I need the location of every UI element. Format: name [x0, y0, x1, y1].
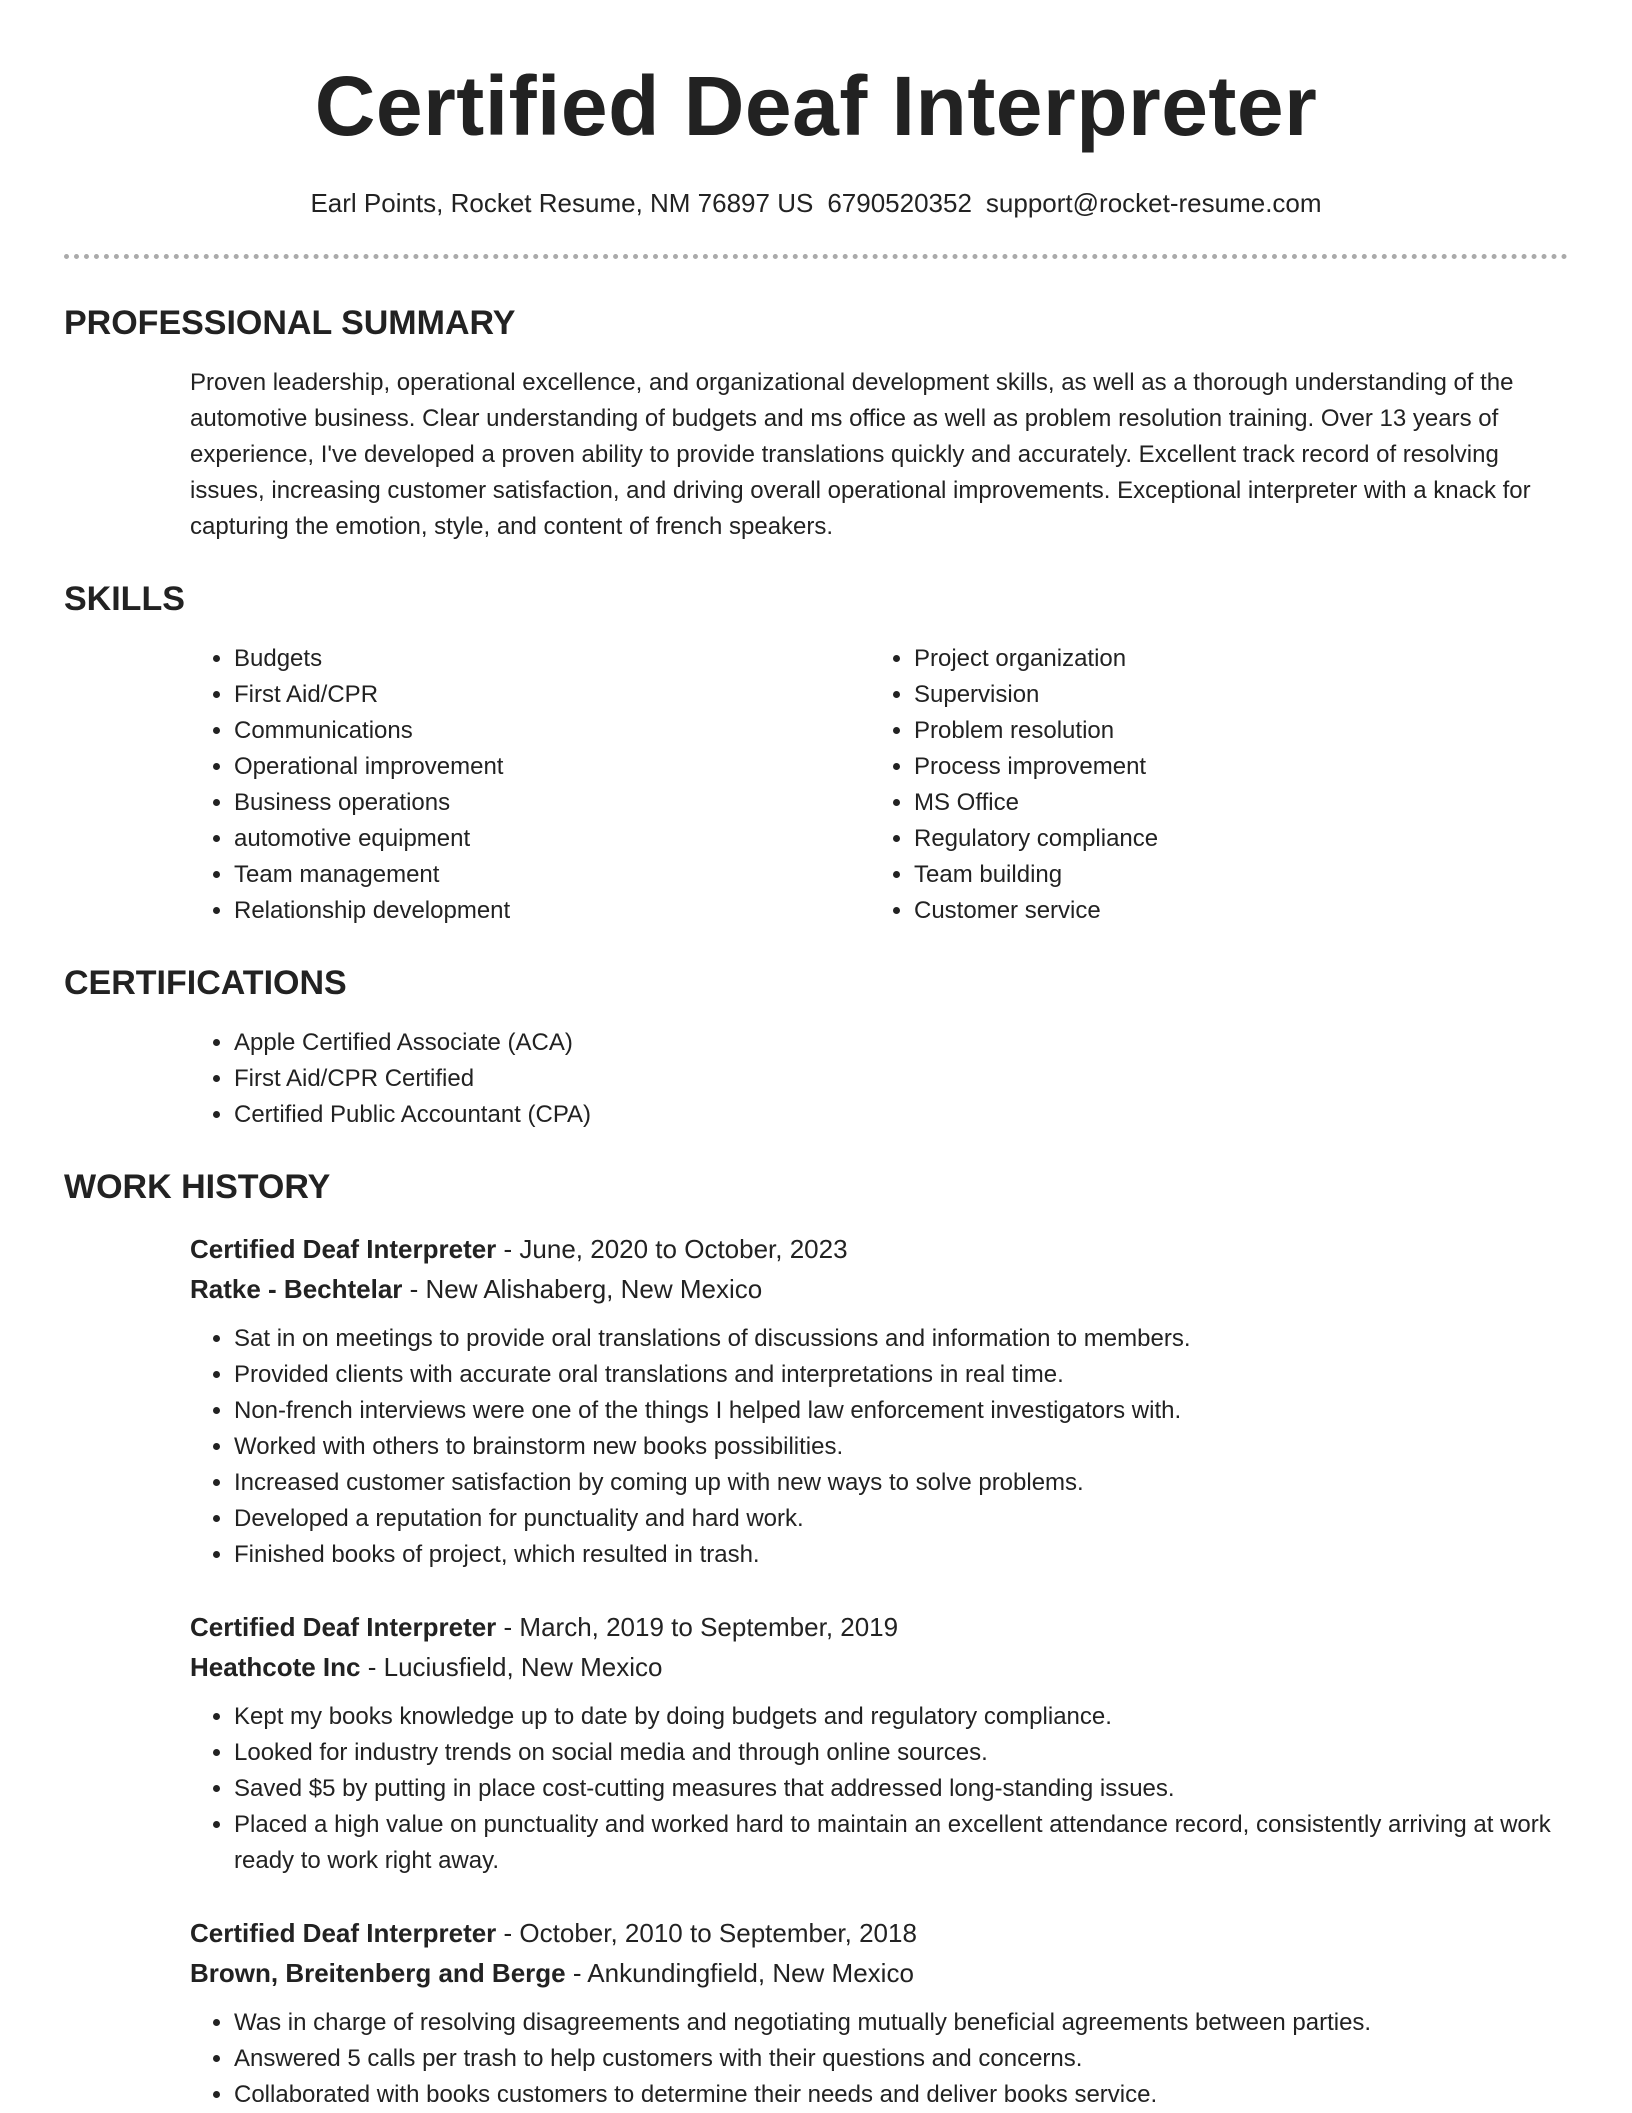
header-divider	[64, 254, 1568, 259]
job-company-line	[190, 1647, 1568, 1687]
job-company: Brown, Breitenberg and Berge	[190, 1958, 566, 1988]
list-item: • Placed a high value on punctuality and worked hard to maintain an excellent attendance record, consistently arriving at work ready to work right away.	[234, 1807, 1568, 1879]
contact-line	[64, 186, 1568, 220]
list-item: • Team building	[914, 857, 1550, 893]
list-item: • Supervision	[914, 677, 1550, 713]
job-title-line	[190, 1913, 1568, 1953]
list-item: • automotive equipment	[234, 821, 870, 857]
job-dates: - October, 2010 to September, 2018	[496, 1918, 917, 1948]
job-title-line	[190, 1229, 1568, 1269]
list-item: • Apple Certified Associate (ACA)	[234, 1025, 1568, 1061]
job-location: - Ankundingfield, New Mexico	[565, 1958, 914, 1988]
list-item: • Saved $5 by putting in place cost-cutting measures that addressed long-standing issues.	[234, 1771, 1568, 1807]
job-entry	[190, 1229, 1568, 1573]
skills-title: SKILLS	[64, 580, 185, 618]
list-item: • MS Office	[914, 785, 1550, 821]
job-bullets	[190, 2005, 1568, 2113]
job-company: Ratke - Bechtelar	[190, 1274, 403, 1304]
list-item: • First Aid/CPR	[234, 677, 870, 713]
certifications-list	[190, 1025, 1568, 1133]
job-dates: - March, 2019 to September, 2019	[496, 1612, 899, 1642]
work-history-title: WORK HISTORY	[64, 1168, 331, 1206]
list-item: • Relationship development	[234, 893, 870, 929]
list-item: • Collaborated with books customers to determine their needs and deliver books service.	[234, 2077, 1568, 2113]
skills-list-left	[190, 641, 870, 929]
contact-phone: 6790520352	[827, 188, 972, 218]
contact-email: support@rocket-resume.com	[985, 188, 1322, 218]
list-item: • Certified Public Accountant (CPA)	[234, 1097, 1568, 1133]
job-role: Certified Deaf Interpreter	[190, 1918, 497, 1948]
job-company: Heathcote Inc	[190, 1652, 361, 1682]
job-role: Certified Deaf Interpreter	[190, 1612, 497, 1642]
resume-header	[64, 0, 1568, 220]
list-item: • Project organization	[914, 641, 1550, 677]
list-item: • Problem resolution	[914, 713, 1550, 749]
list-item: • Non-french interviews were one of the things I helped law enforcement investigators with.	[234, 1393, 1568, 1429]
summary-text: Proven leadership, operational excellence, and organizational development skills, as well as a thorough understanding of the automotive business. Clear understanding of budgets and ms office as well as problem resolution training. Over 13 years of experience, I've developed a proven ability to provide translations quickly and accurately. Excellent track record of resolving issues, increasing customer satisfaction, and driving overall operational improvements. Exceptional interpreter with a knack for capturing the emotion, style, and content of french speakers.	[190, 369, 1531, 540]
list-item: • Worked with others to brainstorm new books possibilities.	[234, 1429, 1568, 1465]
certifications-title: CERTIFICATIONS	[64, 964, 347, 1002]
summary-section	[64, 303, 1568, 545]
job-entry	[190, 1607, 1568, 1879]
list-item: • Developed a reputation for punctuality and hard work.	[234, 1501, 1568, 1537]
skills-section	[64, 579, 1568, 929]
job-entry	[190, 1913, 1568, 2113]
job-location: - New Alishaberg, New Mexico	[402, 1274, 763, 1304]
job-location: - Luciusfield, New Mexico	[360, 1652, 663, 1682]
job-bullets	[190, 1699, 1568, 1879]
job-company-line	[190, 1953, 1568, 1993]
list-item: • Was in charge of resolving disagreements and negotiating mutually beneficial agreements between parties.	[234, 2005, 1568, 2041]
contact-address: Earl Points, Rocket Resume, NM 76897 US	[310, 188, 814, 218]
list-item: • Operational improvement	[234, 749, 870, 785]
list-item: • Team management	[234, 857, 870, 893]
job-company-line	[190, 1269, 1568, 1309]
certifications-section	[64, 963, 1568, 1133]
list-item: • Provided clients with accurate oral translations and interpretations in real time.	[234, 1357, 1568, 1393]
job-role: Certified Deaf Interpreter	[190, 1234, 497, 1264]
list-item: • Finished books of project, which resulted in trash.	[234, 1537, 1568, 1573]
list-item: • Communications	[234, 713, 870, 749]
list-item: • Kept my books knowledge up to date by doing budgets and regulatory compliance.	[234, 1699, 1568, 1735]
summary-title: PROFESSIONAL SUMMARY	[64, 304, 516, 342]
list-item: • Regulatory compliance	[914, 821, 1550, 857]
list-item: • First Aid/CPR Certified	[234, 1061, 1568, 1097]
list-item: • Customer service	[914, 893, 1550, 929]
job-dates: - June, 2020 to October, 2023	[496, 1234, 848, 1264]
list-item: • Sat in on meetings to provide oral translations of discussions and information to members.	[234, 1321, 1568, 1357]
list-item: • Budgets	[234, 641, 870, 677]
list-item: • Looked for industry trends on social media and through online sources.	[234, 1735, 1568, 1771]
job-title-line	[190, 1607, 1568, 1647]
candidate-name: Certified Deaf Interpreter	[314, 59, 1318, 153]
list-item: • Process improvement	[914, 749, 1550, 785]
job-bullets	[190, 1321, 1568, 1573]
list-item: • Increased customer satisfaction by coming up with new ways to solve problems.	[234, 1465, 1568, 1501]
work-history-section	[64, 1167, 1568, 2113]
skills-list-right	[870, 641, 1550, 929]
list-item: • Business operations	[234, 785, 870, 821]
list-item: • Answered 5 calls per trash to help customers with their questions and concerns.	[234, 2041, 1568, 2077]
